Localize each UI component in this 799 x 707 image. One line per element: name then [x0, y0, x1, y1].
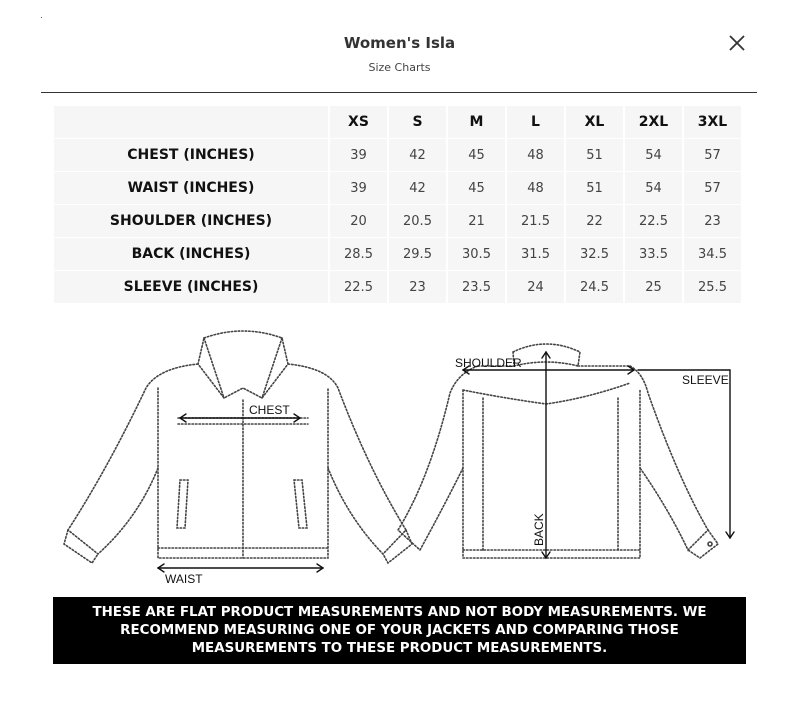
close-button[interactable]: [724, 30, 750, 56]
jacket-front-drawing: [64, 331, 412, 563]
table-cell: 39: [330, 139, 389, 172]
table-row: [54, 238, 743, 271]
table-cell: 24.5: [566, 271, 625, 304]
column-header: M: [448, 106, 507, 139]
table-cell: 23: [389, 271, 448, 304]
table-cell: 51: [566, 172, 625, 205]
table-cell: 20: [330, 205, 389, 238]
table-row: [54, 172, 743, 205]
shoulder-label: SHOULDER: [455, 356, 522, 370]
chest-label: CHEST: [249, 403, 290, 417]
table-cell: 34.5: [684, 238, 743, 271]
table-cell: 32.5: [566, 238, 625, 271]
notice-line: MEASUREMENTS TO THESE PRODUCT MEASUREMENTS.: [191, 641, 608, 656]
back-label: BACK: [532, 513, 546, 546]
table-row: [54, 205, 743, 238]
notice-line: THESE ARE FLAT PRODUCT MEASUREMENTS AND NOT BODY MEASUREMENTS. WE: [92, 605, 707, 620]
table-corner-cell: [54, 106, 330, 139]
table-cell: 22: [566, 205, 625, 238]
table-cell: 48: [507, 139, 566, 172]
column-header: L: [507, 106, 566, 139]
measurement-notice-banner: [53, 597, 746, 664]
table-cell: 23.5: [448, 271, 507, 304]
table-cell: 31.5: [507, 238, 566, 271]
close-icon: [724, 30, 750, 56]
table-cell: 33.5: [625, 238, 684, 271]
table-header-row: [54, 106, 743, 139]
table-cell: 23: [684, 205, 743, 238]
diagram-labels: [165, 356, 729, 586]
column-header: S: [389, 106, 448, 139]
table-cell: 42: [389, 139, 448, 172]
table-cell: 22.5: [330, 271, 389, 304]
jacket-measurement-diagram: [58, 318, 748, 590]
table-cell: 39: [330, 172, 389, 205]
table-cell: 57: [684, 139, 743, 172]
table-cell: 45: [448, 172, 507, 205]
table-row: [54, 139, 743, 172]
stray-dot: [41, 17, 42, 18]
table-cell: 48: [507, 172, 566, 205]
table-cell: 25: [625, 271, 684, 304]
table-cell: 30.5: [448, 238, 507, 271]
sleeve-label: SLEEVE: [682, 373, 729, 387]
table-cell: 20.5: [389, 205, 448, 238]
table-cell: 25.5: [684, 271, 743, 304]
row-label: CHEST (INCHES): [54, 139, 330, 172]
sleeve-measure-line: [638, 370, 730, 538]
table-cell: 42: [389, 172, 448, 205]
table-cell: 54: [625, 139, 684, 172]
table-cell: 54: [625, 172, 684, 205]
row-label: SLEEVE (INCHES): [54, 271, 330, 304]
waist-label: WAIST: [165, 572, 203, 586]
table-cell: 28.5: [330, 238, 389, 271]
column-header: XS: [330, 106, 389, 139]
table-cell: 22.5: [625, 205, 684, 238]
row-label: BACK (INCHES): [54, 238, 330, 271]
modal-title: Women's Isla: [343, 34, 456, 52]
measurement-lines: [158, 352, 734, 572]
notice-line: RECOMMEND MEASURING ONE OF YOUR JACKETS AND COMPARING THOSE: [120, 623, 679, 638]
header-divider: [41, 92, 757, 93]
column-header: 3XL: [684, 106, 743, 139]
column-header: 2XL: [625, 106, 684, 139]
table-cell: 24: [507, 271, 566, 304]
row-label: WAIST (INCHES): [54, 172, 330, 205]
modal-subtitle: Size Charts: [368, 61, 431, 74]
table-cell: 29.5: [389, 238, 448, 271]
size-chart-table: [54, 106, 743, 304]
table-cell: 21.5: [507, 205, 566, 238]
table-row: [54, 271, 743, 304]
table-cell: 51: [566, 139, 625, 172]
table-cell: 45: [448, 139, 507, 172]
column-header: XL: [566, 106, 625, 139]
table-cell: 21: [448, 205, 507, 238]
jacket-back-drawing: [398, 344, 718, 558]
table-cell: 57: [684, 172, 743, 205]
row-label: SHOULDER (INCHES): [54, 205, 330, 238]
